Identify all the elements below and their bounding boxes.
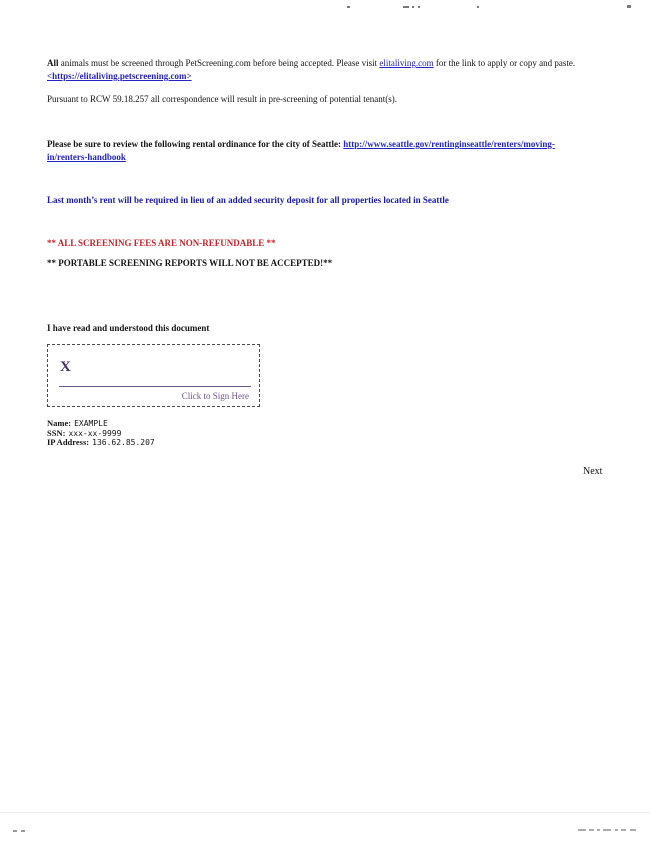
signer-name-row (47, 419, 593, 429)
last-month-rent-notice: Last month’s rent will be required in lieu of an added security deposit for all properties located in Seattle (47, 195, 449, 205)
ip-address-label: IP Address: (47, 437, 90, 447)
document-body (47, 0, 593, 448)
edge-artifact (630, 829, 636, 831)
portable-reports-warning: ** PORTABLE SCREENING REPORTS WILL NOT BE ACCEPTED!** (47, 258, 333, 268)
edge-artifact (627, 5, 631, 8)
click-to-sign-label[interactable]: Click to Sign Here (181, 391, 249, 401)
pet-screening-paragraph (47, 57, 593, 83)
petscreening-url-link[interactable]: <https://elitaliving.petscreening.com> (47, 71, 192, 81)
rcw-paragraph: Pursuant to RCW 59.18.257 all correspondence will result in pre-screening of potential tenant(s). (47, 94, 397, 104)
ip-address-value: 136.62.85.207 (92, 438, 155, 447)
edge-artifact (621, 829, 626, 831)
elitaliving-link[interactable]: elitaliving.com (379, 58, 434, 68)
screening-fees-warning: ** ALL SCREENING FEES ARE NON-REFUNDABLE ** (47, 238, 276, 248)
name-value: EXAMPLE (74, 419, 108, 428)
edge-artifact (578, 829, 586, 831)
name-label: Name: (47, 418, 72, 428)
signature-x-mark: X (60, 359, 71, 375)
signer-ssn-row (47, 429, 593, 439)
edge-artifact (589, 829, 594, 831)
signature-field[interactable] (47, 344, 260, 407)
paragraph-lead: All (47, 58, 59, 68)
ssn-value: xxx-xx-9999 (68, 428, 122, 438)
paragraph-text: for the link to apply or copy and paste. (433, 58, 576, 68)
edge-artifact (597, 829, 600, 831)
next-button[interactable]: Next (583, 466, 603, 477)
paragraph-text: animals must be screened through PetScreening.com before being accepted. Please visit (58, 58, 380, 68)
ssn-label: SSN: (47, 427, 66, 438)
page-bottom-rule (0, 812, 650, 813)
paragraph-text: Please be sure to review the following rental ordinance for the city of Seattle: (47, 139, 344, 149)
edge-artifact (13, 830, 17, 832)
edge-artifact (615, 829, 618, 831)
acknowledgement-statement: I have read and understood this document (47, 323, 210, 333)
signer-ip-row (47, 438, 593, 448)
signer-metadata (47, 419, 593, 448)
seattle-ordinance-paragraph (47, 138, 593, 164)
signature-line (59, 386, 251, 387)
edge-artifact (603, 829, 611, 831)
edge-artifact (21, 830, 25, 832)
seattle-gov-link[interactable]: http://www.seattle.gov/rentinginseattle/renters/moving-in/renters-handbook (47, 139, 555, 162)
